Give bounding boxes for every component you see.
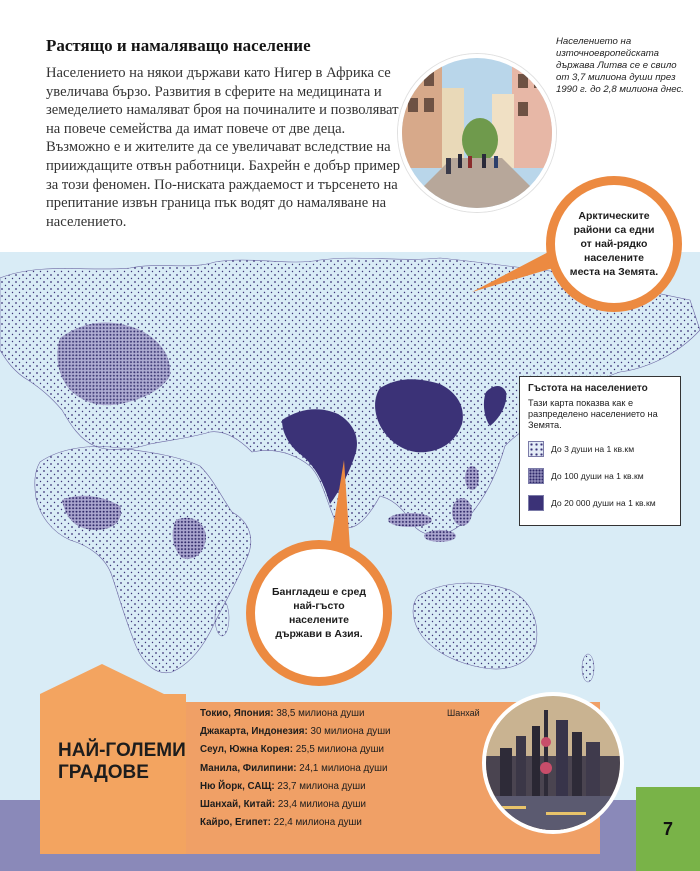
legend-label: До 3 души на 1 кв.км bbox=[551, 444, 635, 454]
arctic-callout-text: Арктическите райони са едни от най-рядко населените места на Земята. bbox=[569, 210, 659, 278]
legend-swatch-high bbox=[528, 495, 544, 511]
density-legend bbox=[519, 376, 681, 526]
australia-landmass bbox=[413, 583, 537, 669]
legend-item bbox=[528, 495, 672, 511]
city-population: 23,7 милиона души bbox=[277, 780, 366, 792]
legend-label: До 20 000 души на 1 кв.км bbox=[551, 498, 656, 508]
city-population: 24,1 милиона души bbox=[299, 762, 388, 774]
page-number: 7 bbox=[636, 787, 700, 871]
largest-cities-heading: НАЙ-ГОЛЕМИ ГРАДОВЕ bbox=[58, 740, 186, 783]
photo-caption: Населението на източноевропейската държава Литва се е свило от 3,7 милиона души през 1990 г. до 2,8 милиона днес. bbox=[556, 36, 684, 95]
body-text: Населението на някои държави като Нигер в Африка се увеличава бързо. Развития в сферите на медицината и земеделието намаляват броя на починалите и позволяват на повече семейства да имат повече от две деца. Възможно е и жителите да се увеличават вследствие на прииждащите отвън работници. Бахрейн е добър пример за този феномен. По-ниската раждаемост и търсенето на препитание извън граница пък водят до намаляване на населението. bbox=[46, 65, 401, 230]
africa-landmass bbox=[35, 447, 251, 673]
list-item bbox=[200, 796, 391, 814]
city-name: Манила, Филипини: bbox=[200, 762, 297, 774]
city-name: Кайро, Египет: bbox=[200, 817, 271, 829]
city-population: 23,4 милиона души bbox=[277, 798, 367, 810]
list-item bbox=[200, 723, 391, 741]
shanghai-skyline-photo bbox=[482, 692, 624, 834]
legend-description: Тази карта показва как е разпределено населението на Земята. bbox=[528, 398, 658, 430]
city-population: 22,4 милиона души bbox=[273, 817, 362, 829]
largest-cities-list bbox=[200, 705, 391, 832]
lithuania-street-photo bbox=[398, 54, 556, 212]
list-item bbox=[200, 814, 391, 832]
madagascar bbox=[215, 600, 229, 636]
legend-item bbox=[528, 468, 672, 484]
arctic-callout bbox=[546, 176, 682, 312]
city-population: 30 милиона души bbox=[310, 726, 391, 738]
legend-item bbox=[528, 441, 672, 457]
list-item bbox=[200, 705, 391, 723]
list-item bbox=[200, 778, 391, 796]
legend-title: Гъстота на населението bbox=[528, 383, 648, 394]
bangladesh-callout-text: Бангладеш е сред най-гъсто населените държави в Азия. bbox=[271, 586, 367, 640]
shanghai-photo-label: Шанхай bbox=[447, 708, 480, 718]
list-item bbox=[200, 760, 391, 778]
city-population: 38,5 милиона души bbox=[276, 708, 365, 719]
city-population: 25,5 милиона души bbox=[295, 744, 384, 756]
legend-swatch-mid bbox=[528, 468, 544, 484]
city-name: Токио, Япония: bbox=[200, 708, 274, 719]
city-name: Ню Йорк, САЩ: bbox=[200, 780, 275, 792]
legend-swatch-low bbox=[528, 441, 544, 457]
city-name: Джакарта, Индонезия: bbox=[200, 726, 308, 738]
city-name: Шанхай, Китай: bbox=[200, 798, 276, 810]
page-title: Растящо и намаляващо население bbox=[46, 36, 311, 55]
legend-label: До 100 души на 1 кв.км bbox=[551, 471, 644, 481]
list-item bbox=[200, 741, 391, 759]
city-name: Сеул, Южна Корея: bbox=[200, 744, 294, 756]
